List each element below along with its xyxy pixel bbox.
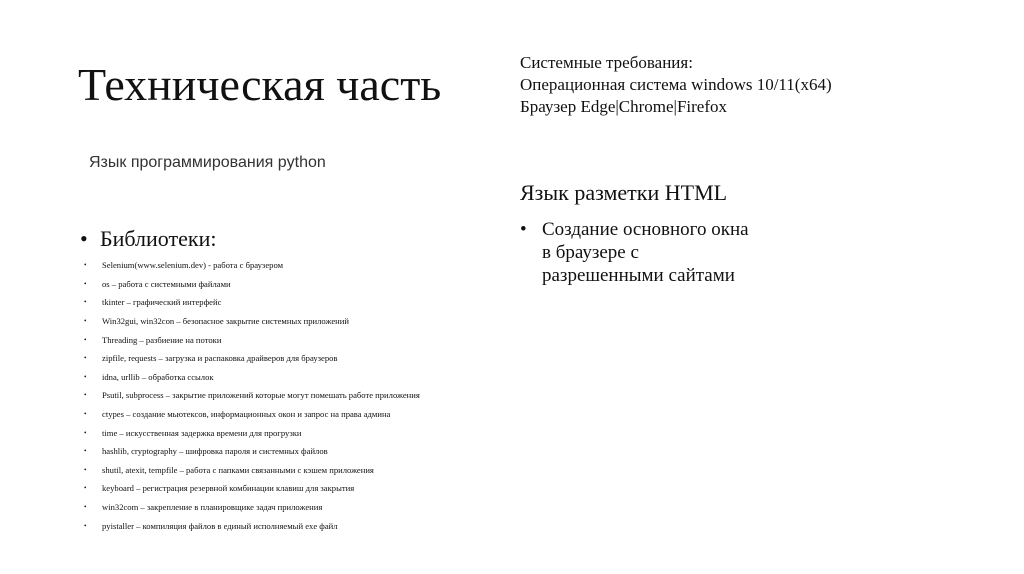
bullet-icon: • <box>84 465 87 474</box>
requirements-os: Операционная система windows 10/11(x64) <box>520 75 832 94</box>
libraries-heading: Библиотеки: <box>100 226 217 251</box>
bullet-icon: • <box>84 279 87 288</box>
markup-item-text <box>542 218 749 287</box>
library-item <box>80 461 500 480</box>
library-item <box>80 386 500 405</box>
markup-item-line: Создание основного окна <box>542 219 749 240</box>
library-item-text: Win32gui, win32con – безопасное закрытие системных приложений <box>102 316 349 327</box>
bullet-icon: • <box>84 428 87 437</box>
markup-language-heading: Язык разметки HTML <box>520 180 728 205</box>
library-item <box>80 349 500 368</box>
requirements-browser: Браузер Edge|Chrome|Firefox <box>520 97 728 116</box>
library-item <box>80 256 500 275</box>
library-item-text: pyistaller – компиляция файлов в единый исполняемый exe файл <box>102 520 338 531</box>
libraries-list <box>80 256 500 535</box>
library-item-text: os – работа с системными файлами <box>102 278 231 289</box>
bullet-icon: • <box>84 391 87 400</box>
library-item <box>80 405 500 424</box>
library-item <box>80 423 500 442</box>
bullet-icon: • <box>84 372 87 381</box>
markup-item-line: в браузере с <box>542 242 639 263</box>
library-item-text: Psutil, subprocess – закрытие приложений которые могут помешать работе приложения <box>102 390 420 401</box>
bullet-icon: • <box>84 484 87 493</box>
library-item <box>80 312 500 331</box>
markup-section <box>520 218 820 287</box>
bullet-icon: • <box>84 354 87 363</box>
libraries-section <box>80 225 500 535</box>
bullet-icon: • <box>80 226 88 251</box>
library-item <box>80 479 500 498</box>
library-item <box>80 516 500 535</box>
library-item-text: keyboard – регистрация резервной комбинации клавиш для закрытия <box>102 483 355 494</box>
library-item <box>80 293 500 312</box>
bullet-icon: • <box>84 298 87 307</box>
bullet-icon: • <box>84 317 87 326</box>
library-item-text: Threading – разбиение на потоки <box>102 334 222 345</box>
library-item <box>80 275 500 294</box>
bullet-icon: • <box>84 503 87 512</box>
bullet-icon: • <box>520 219 527 240</box>
library-item <box>80 368 500 387</box>
library-item-text: shutil, atexit, tempfile – работа с папками связанными с кэшем приложения <box>102 464 374 475</box>
list-item <box>520 218 820 287</box>
libraries-heading-item <box>80 225 500 253</box>
library-item-text: ctypes – создание мьютексов, информационных окон и запрос на права админа <box>102 409 391 420</box>
bullet-icon: • <box>84 335 87 344</box>
bullet-icon: • <box>84 521 87 530</box>
library-item <box>80 442 500 461</box>
library-item-text: zipfile, requests – загрузка и распаковка драйверов для браузеров <box>102 353 338 364</box>
system-requirements <box>520 52 832 118</box>
library-item-text: hashlib, cryptography – шифровка пароля и системных файлов <box>102 446 328 457</box>
bullet-icon: • <box>84 410 87 419</box>
requirements-heading: Системные требования: <box>520 53 693 72</box>
library-item-text: tkinter – графический интерфейс <box>102 297 222 308</box>
library-item-text: Selenium(www.selenium.dev) - работа с браузером <box>102 260 284 271</box>
markup-item-line: разрешенными сайтами <box>542 265 735 286</box>
library-item <box>80 498 500 517</box>
bullet-icon: • <box>84 447 87 456</box>
slide-title: Техническая часть <box>78 59 442 110</box>
library-item-text: idna, urllib – обработка ссылок <box>102 371 214 382</box>
library-item-text: time – искусственная задержка времени для прогрузки <box>102 427 302 438</box>
bullet-icon: • <box>84 261 87 270</box>
library-item <box>80 330 500 349</box>
library-item-text: win32com – закрепление в планировщике задач приложения <box>102 502 323 513</box>
programming-language-subtitle: Язык программирования python <box>89 154 326 171</box>
